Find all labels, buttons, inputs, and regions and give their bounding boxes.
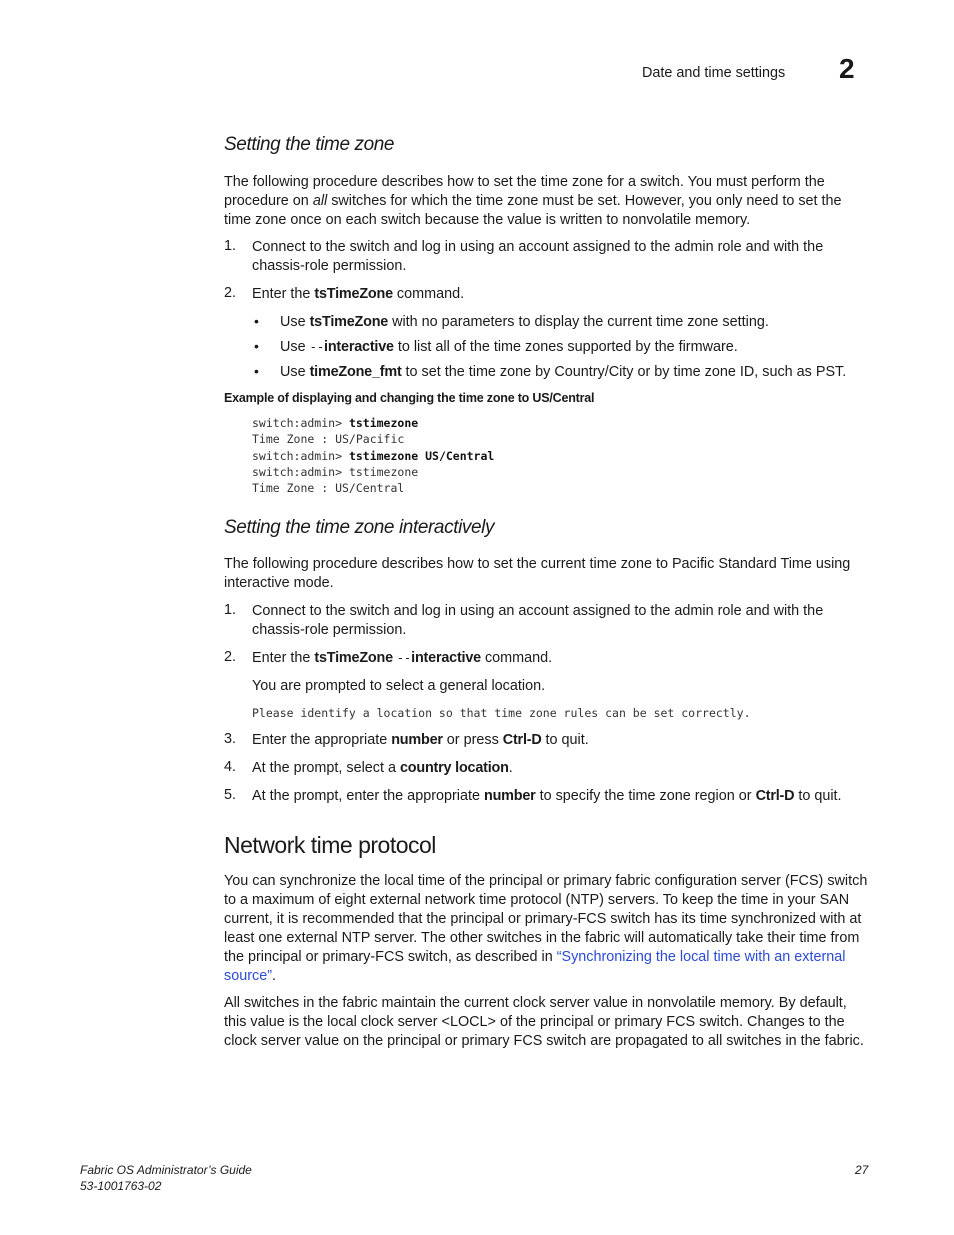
running-header-title: Date and time settings [642, 65, 786, 81]
example-heading: Example of displaying and changing the time zone to US/Central [224, 391, 595, 405]
bullet-icon: • [254, 363, 259, 379]
code-block-timezone [252, 415, 494, 496]
code-line: switch:admin> tstimezone US/Central [252, 448, 495, 463]
code-line: switch:admin> tstimezone [252, 416, 419, 430]
cross-reference-link[interactable]: “Synchronizing the local time with an external source” [224, 949, 846, 984]
bullet-icon: • [254, 313, 259, 329]
paragraph-time-zone-intro: The following procedure describes how to set the time zone for a switch. You must perform the procedure on all switches for which the time zone must be set. However, you only need to set the time zone once on each switch because the value is written to nonvolatile memory. [224, 174, 842, 228]
page-number: 27 [855, 1163, 869, 1177]
footer-guide-title: Fabric OS Administrator’s Guide [80, 1163, 252, 1177]
code-line: switch:admin> tstimezone [252, 464, 419, 479]
paragraph-clock-server: All switches in the fabric maintain the current clock server value in nonvolatile memory. By default, this value is the local clock server <LOCL> of the principal or primary FCS switch. Changes to the clock server value on the principal or primary FCS switch are propagated to all switches in the fabric. [224, 995, 864, 1049]
footer-doc-number: 53-1001763-02 [80, 1179, 162, 1193]
bullet-icon: • [254, 338, 259, 354]
code-line: Time Zone : US/Pacific [252, 432, 405, 447]
code-line: Time Zone : US/Central [252, 481, 405, 496]
step-note: You are prompted to select a general location. [252, 678, 546, 694]
section-heading-time-zone: Setting the time zone [224, 134, 395, 155]
paragraph-ntp-intro: You can synchronize the local time of the principal or primary fabric configuration server (FCS) switch to a maximum of eight external network time protocol (NTP) servers. To keep the time in your SAN current, it is recommended that the principal or primary-FCS switch has its time synchronized with at least one external NTP server. The other switches in the fabric will automatically take their time from the principal or primary-FCS switch, as described in “Synchronizing the local time with an external source”. [224, 873, 868, 984]
section-heading-ntp: Network time protocol [224, 832, 436, 858]
chapter-number: 2 [839, 53, 855, 84]
section-heading-time-zone-interactive: Setting the time zone interactively [224, 517, 495, 538]
paragraph-interactive-intro: The following procedure describes how to set the current time zone to Pacific Standard Time using interactive mode. [224, 556, 851, 591]
code-prompt-line: Please identify a location so that time zone rules can be set correctly. [252, 706, 751, 720]
